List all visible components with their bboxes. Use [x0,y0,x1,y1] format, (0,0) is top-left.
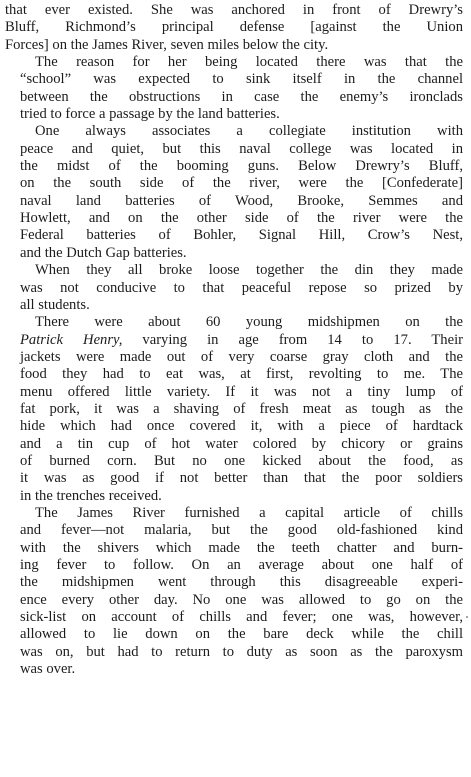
text-line: and fever—not malaria, but the good old-fashioned kind [20,522,463,539]
italic-ship-name: Patrick Henry, [20,331,123,348]
text-line: The James River furnished a capital article of chills [35,504,463,521]
text-line: allowed to lie down on the bare deck while the chill [20,626,463,643]
text-line: ence every other day. No one was allowed to go on the [20,591,463,608]
text-line: and the Dutch Gap batteries. [20,244,187,261]
margin-speck [466,616,468,618]
text-line: was not conducive to that peaceful repose so prized by [20,279,463,296]
text-line: between the obstructions in case the enemy’s ironclads [20,88,463,105]
paragraph [5,262,463,314]
text-line: and a tin cup of hot water colored by chicory or grains [20,435,463,452]
paragraph [5,54,463,123]
text-line: “school” was expected to sink itself in the channel [20,71,463,88]
text-line: all students. [20,296,90,313]
text-line: Forces] on the James River, seven miles below the city. [5,36,329,53]
text-line: Federal batteries of Bohler, Signal Hill, Crow’s Nest, [20,227,463,244]
text-line: food they had to eat was, at first, revolting to me. The [20,366,463,383]
text-line: sick-list on account of chills and fever; one was, however, [20,609,463,626]
text-line: tried to force a passage by the land batteries. [20,106,280,123]
paragraph [5,314,463,505]
text-line: The reason for her being located there was that the [35,54,463,71]
book-page-text [5,2,463,678]
text-line: Bluff, Richmond’s principal defense [against the Union [5,19,463,36]
text-line: was over. [20,661,76,678]
text-line: naval land batteries of Wood, Brooke, Semmes and [20,192,463,209]
text-line: When they all broke loose together the din they made [35,262,463,279]
paragraph [5,123,463,262]
text-line: on the south side of the river, were the [Confederate] [20,175,463,192]
text-line: ing fever to follow. On an average about one half of [20,557,463,573]
text-line: of burned corn. But no one kicked about the food, as [20,452,463,469]
text-line: that ever existed. She was anchored in front of Drewry’s [5,2,463,18]
paragraph [5,505,463,678]
text-line: One always associates a collegiate institution with [35,123,463,140]
text-line: peace and quiet, but this naval college was located in [20,140,463,157]
text-line: in the trenches received. [20,487,162,504]
paragraph [5,2,463,54]
text-line: hide which had once covered it, with a piece of hardtack [20,418,463,435]
text-line: jackets were made out of very coarse gray cloth and the [20,348,463,365]
text-line: Patrick Henry, varying in age from 14 to 17. Their [20,331,463,348]
text-line: the midst of the booming guns. Below Drewry’s Bluff, [20,158,463,175]
text-line: fat pork, it was a shaving of fresh meat as tough as the [20,400,463,417]
text-line: the midshipmen went through this disagreeable experi- [20,574,463,591]
text-line: was on, but had to return to duty as soon as the paroxysm [20,643,463,660]
text-line: with the shivers which made the teeth chatter and burn- [20,539,463,556]
text-line: menu offered little variety. If it was not a tiny lump of [20,383,463,400]
text-line: it was as good if not better than that the poor soldiers [20,470,463,487]
text-line: Howlett, and on the other side of the river were the [20,210,463,227]
text-line: There were about 60 young midshipmen on the [35,314,463,331]
